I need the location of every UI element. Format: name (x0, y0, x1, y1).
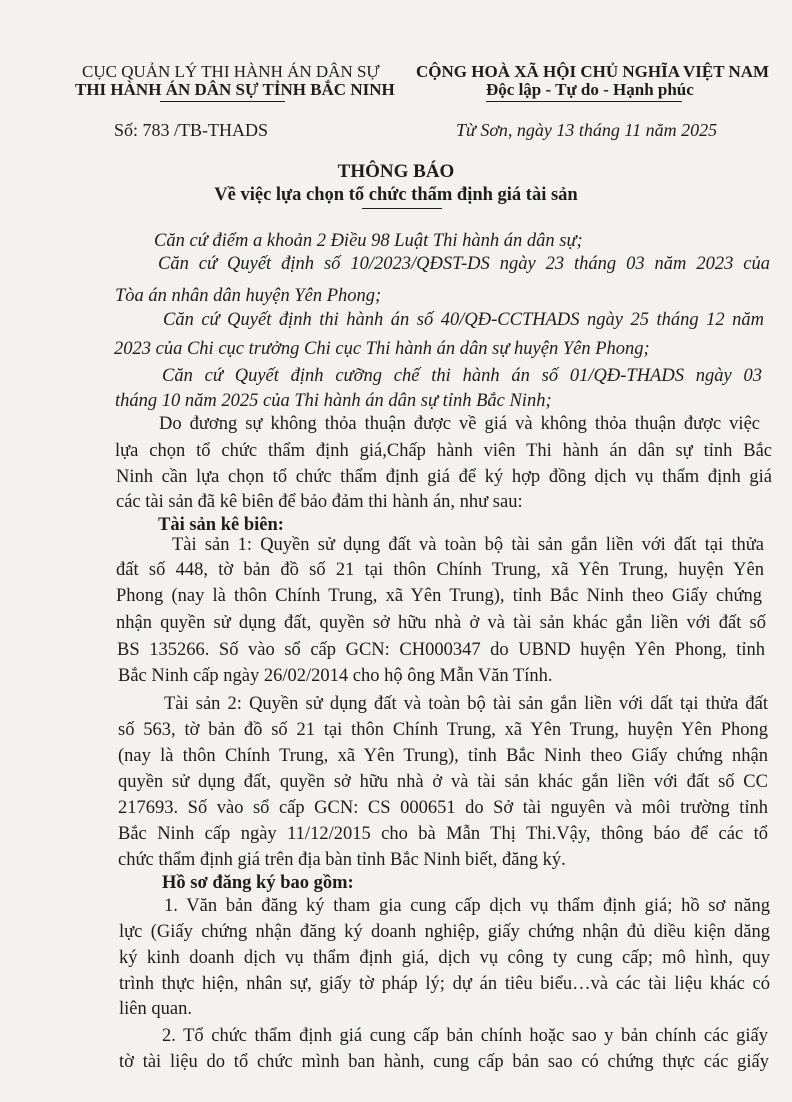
requirement-line: 1. Văn bản đăng ký tham gia cung cấp dịch vụ thẩm định giá; hồ sơ năng (164, 896, 770, 916)
doc-number: Số: 783 /TB-THADS (114, 120, 269, 140)
agency-name: THI HÀNH ÁN DÂN SỰ TỈNH BẮC NINH (75, 80, 395, 99)
paragraph-line: Ninh cần lựa chọn tổ chức thẩm định giá để ký hợp đồng dịch vụ thẩm định giá (116, 467, 772, 487)
agency-underline (160, 101, 285, 102)
place-date: Từ Sơn, ngày 13 tháng 11 năm 2025 (456, 120, 718, 140)
asset-1-line: đất số 448, tờ bản đồ số 21 tại thôn Chính Trung, xã Yên Trung, huyện Yên (116, 560, 764, 580)
agency-parent: CỤC QUẢN LÝ THI HÀNH ÁN DÂN SỰ (82, 62, 380, 81)
asset-1-line: BS 135266. Số vào sổ cấp GCN: CH000347 do UBND huyện Yên Phong, tỉnh (117, 640, 765, 660)
asset-2-line: Tài sản 2: Quyền sử dụng đất và toàn bộ tài sản gắn liền với dất tại thửa đất (164, 694, 768, 714)
requirement-line: lực (Giấy chứng nhận đăng ký doanh nghiệp, giấy chứng nhận đủ diều kiện dăng (119, 922, 770, 942)
requirement-line: trình thực hiện, nhân sự, giấy tờ pháp lý; dự án tiêu biểu…và các tài liệu khác có (119, 974, 770, 994)
legal-basis-line: Căn cứ Quyết định thi hành án số 40/QĐ-CCTHADS ngày 25 tháng 12 năm (163, 310, 764, 330)
asset-1-line: Phong (nay là thôn Chính Trung, xã Yên Trung), tỉnh Bắc Ninh theo Giấy chứng (116, 586, 762, 606)
paragraph-line: lựa chọn tổ chức thẩm định giá,Chấp hành viên Thi hành án dân sự tỉnh Bắc (115, 441, 772, 461)
legal-basis-line: tháng 10 năm 2025 của Thi hành án dân sự tỉnh Bắc Ninh; (115, 391, 552, 411)
asset-2-line: 217693. Số vào sổ cấp GCN: CS 000651 do Sở tài nguyên và môi trường tỉnh (118, 798, 768, 818)
paragraph-line: Do đương sự không thỏa thuận được về giá và không thỏa thuận được việc (159, 414, 760, 434)
asset-2-line: quyền sử dụng đất, quyền sở hữu nhà ở và tài sản khác gắn liền với đất số CC (118, 772, 768, 792)
asset-2-line: chức thẩm định giá trên địa bàn tỉnh Bắc Ninh biết, đăng ký. (118, 850, 566, 870)
section-heading: Tài sản kê biên: (158, 515, 284, 535)
requirement-line: ký kinh doanh dịch vụ thẩm định giá, dịch vụ công ty cung cấp; mô hình, quy (119, 948, 770, 968)
legal-basis-line: Căn cứ Quyết định số 10/2023/QĐST-DS ngày 23 tháng 03 năm 2023 của (158, 254, 770, 274)
page-subject: Về việc lựa chọn tổ chức thẩm định giá tài sản (214, 185, 578, 205)
nation-title: CỘNG HOÀ XÃ HỘI CHỦ NGHĨA VIỆT NAM (416, 62, 770, 81)
asset-1-line: Tài sản 1: Quyền sử dụng đất và toàn bộ tài sản gắn liền với đất tại thửa (172, 535, 764, 555)
paragraph-line: các tài sản đã kê biên để bảo đảm thi hành án, như sau: (116, 492, 523, 512)
legal-basis-line: Căn cứ Quyết định cưỡng chế thi hành án số 01/QĐ-THADS ngày 03 (162, 366, 762, 386)
page-title: THÔNG BÁO (337, 161, 455, 182)
requirement-line: liên quan. (119, 999, 192, 1019)
section-heading: Hồ sơ đăng ký bao gồm: (162, 873, 354, 893)
asset-2-line: Bắc Ninh cấp ngày 11/12/2015 cho bà Mẫn Thị Thi.Vậy, thông báo để các tổ (118, 824, 768, 844)
asset-2-line: (nay là thôn Chính Trung, xã Yên Trung), tỉnh Bắc Ninh theo Giấy chứng nhận (118, 746, 768, 766)
motto-underline (486, 101, 682, 102)
asset-2-line: số 563, tờ bản đồ số 21 tại thôn Chính Trung, xã Yên Trung, huyện Yên Phong (118, 720, 768, 740)
asset-1-line: Bắc Ninh cấp ngày 26/02/2014 cho hộ ông Mẫn Văn Tính. (118, 666, 553, 686)
subject-underline (362, 208, 442, 209)
asset-1-line: nhận quyền sử dụng đất, quyền sở hữu nhà ở và tài sản khác gắn liền với đất số (116, 613, 766, 633)
legal-basis-line: Tòa án nhân dân huyện Yên Phong; (115, 286, 382, 306)
motto: Độc lập - Tự do - Hạnh phúc (486, 80, 694, 99)
legal-basis-line: 2023 của Chi cục trưởng Chi cục Thi hành án dân sự huyện Yên Phong; (114, 339, 650, 359)
legal-basis-line: Căn cứ điểm a khoản 2 Điều 98 Luật Thi hành án dân sự; (154, 231, 583, 251)
requirement-line: 2. Tổ chức thẩm định giá cung cấp bản chính hoặc sao y bản chính các giấy (162, 1026, 768, 1046)
requirement-line: tờ tài liệu do tổ chức mình ban hành, cung cấp bản sao có chứng thực các giấy (119, 1052, 769, 1072)
